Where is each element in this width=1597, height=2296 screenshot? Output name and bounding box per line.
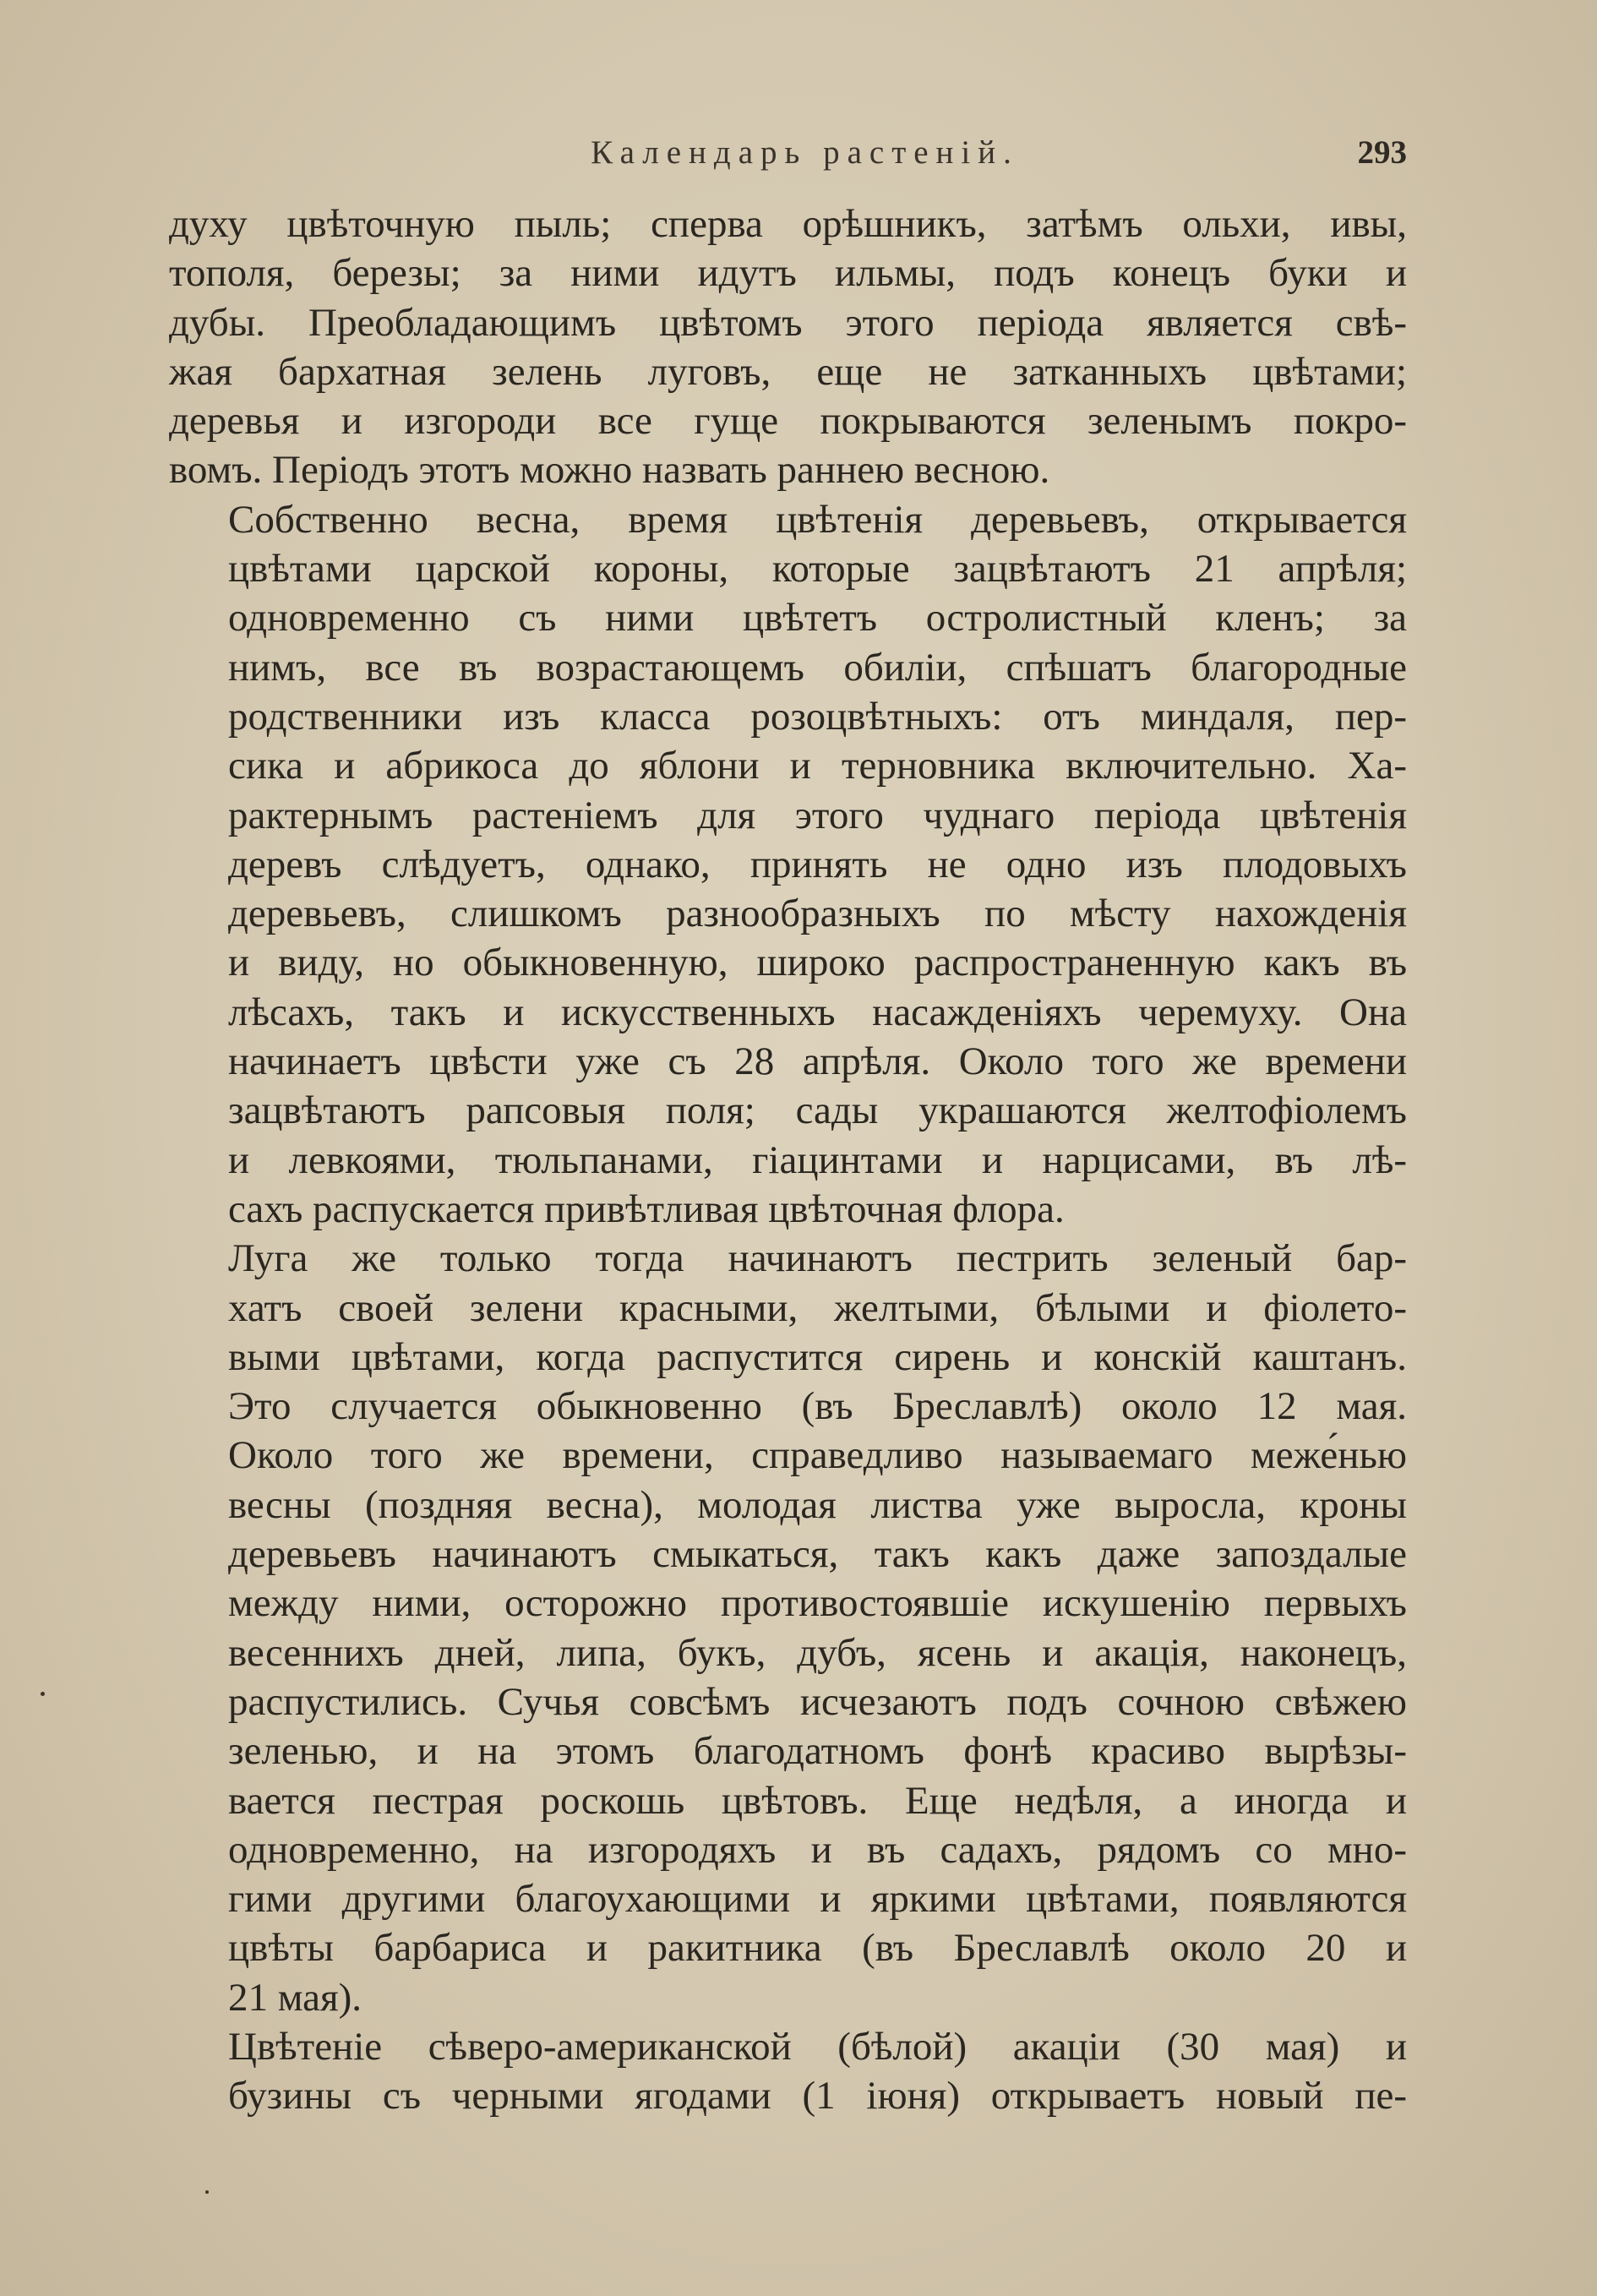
text-line: Цвѣтеніе сѣверо-американской (бѣлой) акаціи (30 мая) и xyxy=(228,2024,1407,2069)
text-line: 21 мая). xyxy=(228,1975,362,2020)
text-line: зеленью, и на этомъ благодатномъ фонѣ красиво вырѣзы- xyxy=(228,1729,1407,1774)
text-line: и виду, но обыкновенную, широко распространенную какъ въ xyxy=(228,941,1407,985)
ink-speck xyxy=(41,1692,45,1696)
text-line: весеннихъ дней, липа, букъ, дубъ, ясень и акація, наконецъ, xyxy=(228,1630,1407,1675)
text-line: деревья и изгороди все гуще покрываются зеленымъ покро- xyxy=(169,399,1407,444)
text-line: начинаетъ цвѣсти уже съ 28 апрѣля. Около того же времени xyxy=(228,1039,1407,1084)
text-line: сика и абрикоса до яблони и терновника включительно. Ха- xyxy=(228,744,1407,788)
text-line: Около того же времени, справедливо называемаго меже́нью xyxy=(228,1433,1407,1478)
text-line: одновременно съ ними цвѣтетъ остролистный кленъ; за xyxy=(228,596,1407,641)
text-line: рактернымъ растеніемъ для этого чуднаго періода цвѣтенія xyxy=(228,793,1407,837)
text-line: Это случается обыкновенно (въ Бреславлѣ) около 12 мая. xyxy=(228,1384,1407,1429)
text-line: тополя, березы; за ними идутъ ильмы, подъ конецъ буки и xyxy=(169,251,1407,296)
text-line: жая бархатная зелень луговъ, еще не затканныхъ цвѣтами; xyxy=(169,349,1407,394)
text-line: лѣсахъ, такъ и искусственныхъ насажденіяхъ черемуху. Она xyxy=(228,990,1407,1034)
paragraph-2 xyxy=(169,495,1407,1234)
text-line: цвѣтами царской короны, которые зацвѣтаютъ 21 апрѣля; xyxy=(228,547,1407,592)
paragraph-4 xyxy=(169,2022,1407,2121)
ink-speck xyxy=(205,2190,209,2194)
text-line: распустились. Сучья совсѣмъ исчезаютъ подъ сочною свѣжею xyxy=(228,1679,1407,1724)
text-line: дубы. Преобладающимъ цвѣтомъ этого періода является свѣ- xyxy=(169,300,1407,345)
text-line: родственники изъ класса розоцвѣтныхъ: отъ миндаля, пер- xyxy=(228,694,1407,739)
text-line: сахъ распускается привѣтливая цвѣточная флора. xyxy=(228,1186,1065,1231)
running-title: Календарь растеній. xyxy=(591,134,1019,171)
text-line: деревьевъ, слишкомъ разнообразныхъ по мѣсту нахожденія xyxy=(228,892,1407,936)
text-line: цвѣты барбариса и ракитника (въ Бреславлѣ около 20 и xyxy=(228,1926,1407,1971)
text-line: вомъ. Періодъ этотъ можно назвать раннею весною. xyxy=(169,448,1050,493)
text-line: вается пестрая роскошь цвѣтовъ. Еще недѣля, а иногда и xyxy=(228,1778,1407,1823)
text-line: духу цвѣточную пыль; сперва орѣшникъ, затѣмъ ольхи, ивы, xyxy=(169,202,1407,246)
text-line: гими другими благоухающими и яркими цвѣтами, появляются xyxy=(228,1877,1407,1922)
text-line: весны (поздняя весна), молодая листва уже выросла, кроны xyxy=(228,1482,1407,1527)
paragraph-1 xyxy=(169,199,1407,495)
page-number: 293 xyxy=(1357,134,1407,171)
text-line: нимъ, все въ возрастающемъ обиліи, спѣшатъ благородные xyxy=(228,645,1407,690)
page-header xyxy=(169,134,1407,184)
text-line: одновременно, на изгородяхъ и въ садахъ, рядомъ со мно- xyxy=(228,1827,1407,1872)
text-line: деревъ слѣдуетъ, однако, принять не одно изъ плодовыхъ xyxy=(228,842,1407,886)
text-line: деревьевъ начинаютъ смыкаться, такъ какъ даже запоздалые xyxy=(228,1532,1407,1577)
text-line: Собственно весна, время цвѣтенія деревьевъ, открывается xyxy=(228,497,1407,542)
text-line: бузины съ черными ягодами (1 іюня) открываетъ новый пе- xyxy=(228,2074,1407,2119)
text-line: Луга же только тогда начинаютъ пестрить зеленый бар- xyxy=(228,1236,1407,1281)
text-line: и левкоями, тюльпанами, гіацинтами и нарцисами, въ лѣ- xyxy=(228,1137,1407,1182)
paragraph-3 xyxy=(169,1234,1407,2022)
text-line: выми цвѣтами, когда распустится сирень и конскій каштанъ. xyxy=(228,1334,1407,1379)
body-text xyxy=(169,199,1407,2121)
text-line: хатъ своей зелени красными, желтыми, бѣлыми и фіолето- xyxy=(228,1285,1407,1330)
text-line: зацвѣтаютъ рапсовыя поля; сады украшаются желтофіолемъ xyxy=(228,1088,1407,1133)
text-line: между ними, осторожно противостоявшіе искушенію первыхъ xyxy=(228,1581,1407,1626)
